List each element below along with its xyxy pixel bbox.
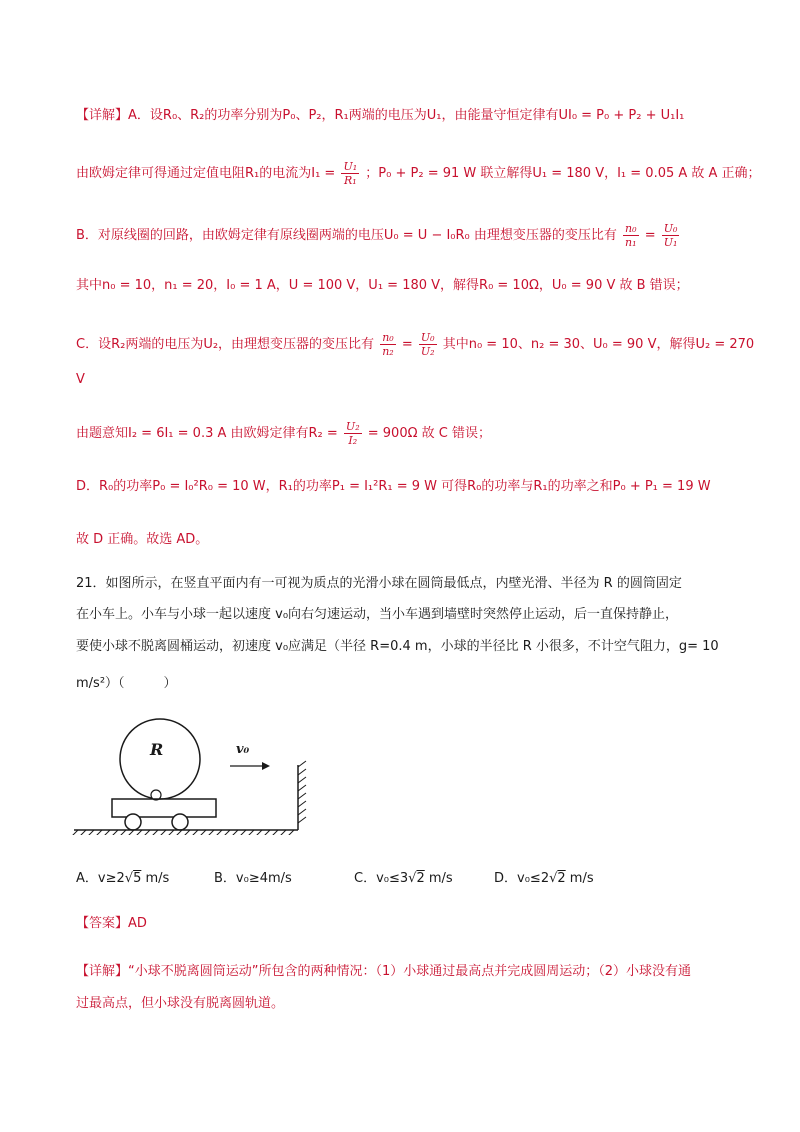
option-d: D．v₀≤2√2 m/s bbox=[494, 871, 594, 886]
detail-tag: 【详解】 bbox=[76, 108, 129, 123]
option-b: B．v₀≥4m/s bbox=[214, 871, 292, 886]
sol-a-line1: 【详解】A．设R₀、R₂的功率分别为P₀、P₂，R₁两端的电压为U₁，由能量守恒定律有UI₀ = P₀ + P₂ + U₁I₁ bbox=[76, 108, 685, 123]
q21-line2: 在小车上。小车与小球一起以速度 v₀向右匀速运动，当小车遇到墙壁时突然停止运动，后一直保持静止， bbox=[76, 607, 679, 622]
option-c: C．v₀≤3√2 m/s bbox=[354, 871, 453, 886]
cart-body bbox=[112, 799, 216, 817]
sol-b-line1: B．对原线圈的回路，由欧姆定律有原线圈两端的电压U₀ = U − I₀R₀ 由理想变压器的变压比有 $\frac{\text{n₀}}{\text{n₁}}$ = $\frac{\text{U₀}}{\text{U₁}}$ bbox=[76, 222, 678, 249]
q21-line3: 要使小球不脱离圆桶运动，初速度 v₀应满足（半径 R=0.4 m，小球的半径比 R 小很多，不计空气阻力，g= 10 bbox=[76, 639, 719, 654]
fraction-u2-i2: $\frac{\text{U₂}}{\text{I₂}}$ bbox=[345, 420, 360, 447]
cylinder-circle bbox=[120, 719, 200, 799]
sol-c-line1: C．设R₂两端的电压为U₂，由理想变压器的变压比有 $\frac{\text{n₀}}{\text{n₂}}$ = $\frac{\text{U₀}}{\text{U₂}}$ 其中n₀ = 10、n₂ = 30、U₀ = 90 V，解得U₂ = 270 bbox=[76, 331, 755, 358]
sqrt-icon: √ bbox=[549, 871, 558, 886]
sqrt-icon: √ bbox=[408, 871, 417, 886]
q21-detail-line1: 【详解】“小球不脱离圆筒运动”所包含的两种情况：（1）小球通过最高点并完成圆周运动；（2）小球没有通 bbox=[76, 964, 692, 979]
fraction-u0-u1: $\frac{\text{U₀}}{\text{U₁}}$ bbox=[663, 222, 678, 249]
sqrt-icon: √ bbox=[124, 871, 134, 886]
q21-detail-line2: 过最高点，但小球没有脱离圆轨道。 bbox=[76, 996, 285, 1011]
sol-d-line1: D．R₀的功率P₀ = I₀²R₀ = 10 W，R₁的功率P₁ = I₁²R₁ = 9 W 可得R₀的功率与R₁的功率之和P₀ + P₁ = 19 W bbox=[76, 479, 711, 494]
fraction-n0-n1: $\frac{\text{n₀}}{\text{n₁}}$ bbox=[625, 222, 637, 249]
velocity-label: v₀ bbox=[236, 742, 250, 757]
cart-wheel-right bbox=[172, 814, 188, 830]
q21-line1: 21．如图所示，在竖直平面内有一可视为质点的光滑小球在圆筒最低点，内壁光滑、半径为 R 的圆筒固定 bbox=[76, 576, 682, 591]
sol-d-line2: 故 D 正确。故选 AD。 bbox=[76, 532, 209, 547]
answer-line: 【答案】AD bbox=[76, 916, 147, 931]
option-a: A．v≥2√5 m/s bbox=[76, 871, 170, 886]
fraction-u0-u2: $\frac{\text{U₀}}{\text{U₂}}$ bbox=[420, 331, 435, 358]
q21-line4: m/s²）（ ） bbox=[76, 676, 177, 691]
sol-c-line2: 由题意知I₂ = 6I₁ = 0.3 A 由欧姆定律有R₂ = $\frac{\text{U₂}}{\text{I₂}}$ = 900Ω 故 C 错误； bbox=[76, 420, 491, 447]
sol-c-unit: V bbox=[76, 372, 85, 387]
cart-wheel-left bbox=[125, 814, 141, 830]
detail-tag: 【详解】 bbox=[76, 964, 129, 979]
sol-b-line2: 其中n₀ = 10，n₁ = 20，I₀ = 1 A，U = 100 V，U₁ = 180 V，解得R₀ = 10Ω，U₀ = 90 V 故 B 错误； bbox=[76, 278, 689, 293]
sol-a-line2: 由欧姆定律可得通过定值电阻R₁的电流为I₁ = $\frac{\text{U₁}}{\text{R₁}}$ ；P₀ + P₂ = 91 W 联立解得U₁ = 180 V，I₁ = 0.05 A 故 A 正确； bbox=[76, 160, 761, 187]
velocity-arrow-head bbox=[262, 762, 270, 770]
fraction-u1-r1: $\frac{\text{U₁}}{\text{R₁}}$ bbox=[343, 160, 358, 187]
fraction-n0-n2: $\frac{\text{n₀}}{\text{n₂}}$ bbox=[382, 331, 394, 358]
cart-wall-figure bbox=[70, 715, 330, 835]
wall-hatch bbox=[298, 761, 306, 823]
radius-label: R bbox=[150, 740, 164, 759]
